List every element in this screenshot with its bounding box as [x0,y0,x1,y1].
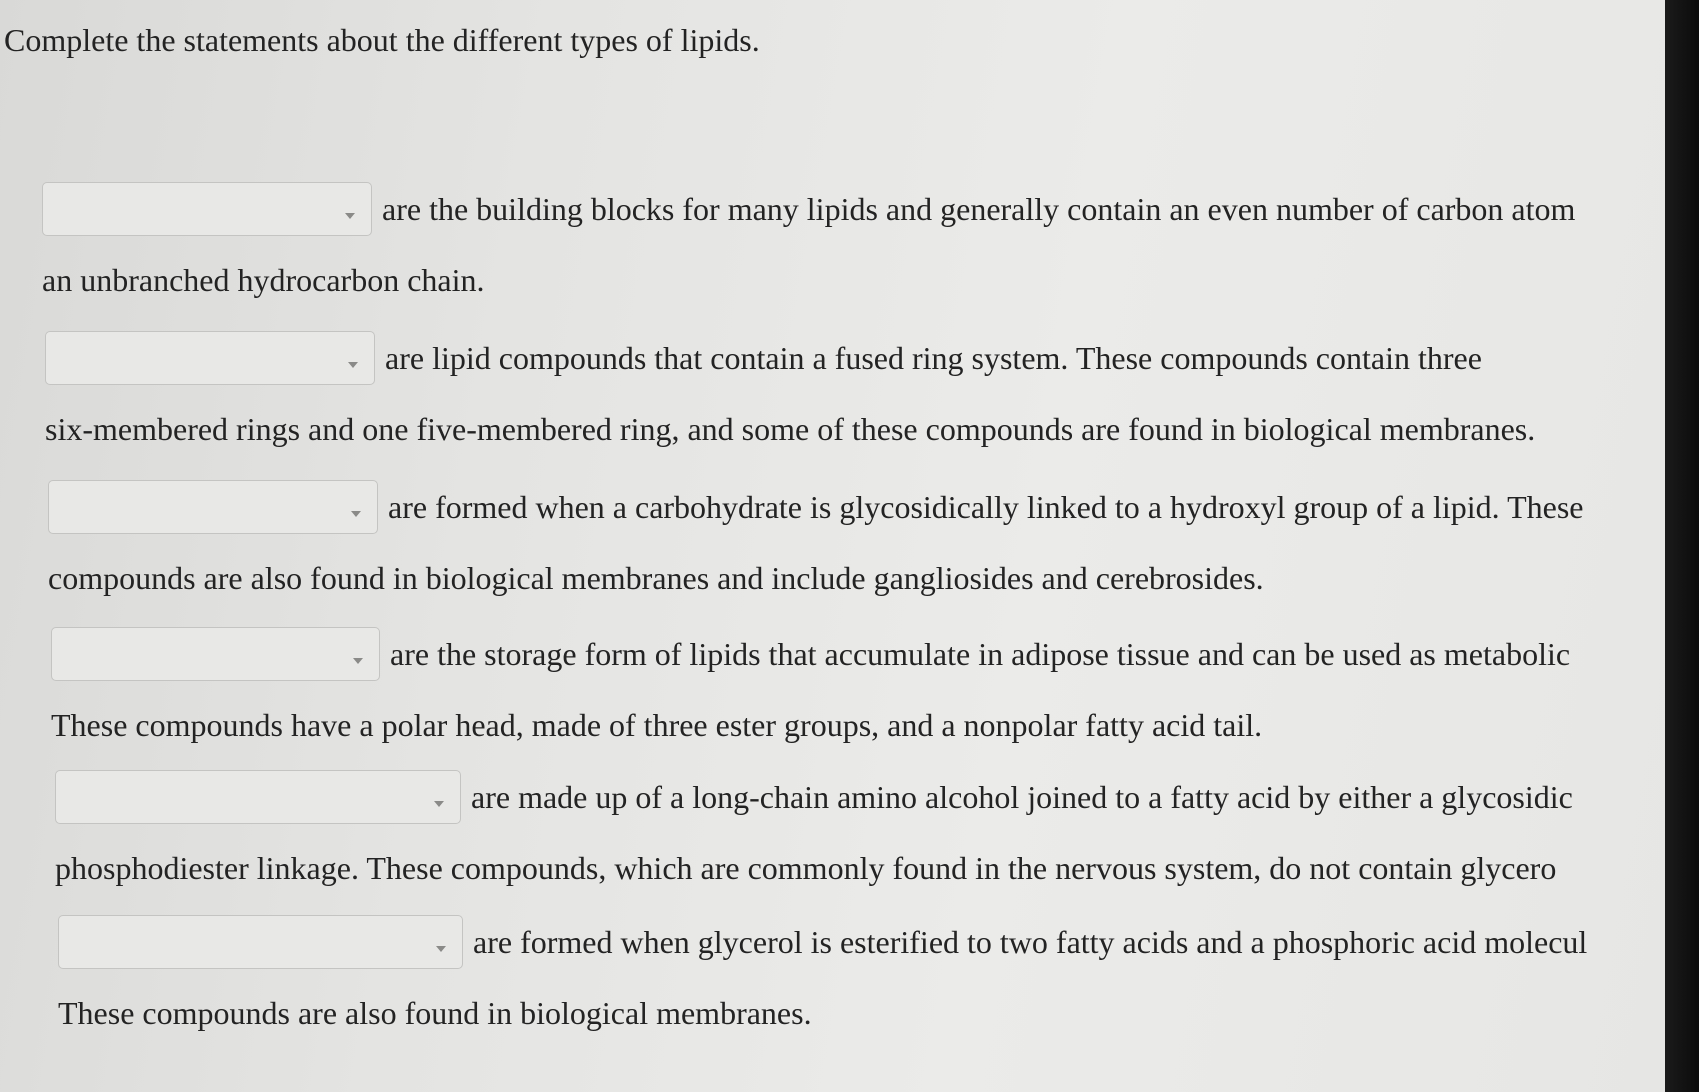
answer-dropdown-6[interactable] [58,915,463,969]
statement-steroids [45,331,1535,449]
statement-text: are made up of a long-chain amino alcohol joined to a fatty acid by either a glycosidic [471,779,1573,815]
statement-continuation: six-membered rings and one five-membered ring, and some of these compounds are found in biological membranes. [45,411,1536,447]
answer-dropdown-3[interactable] [48,480,378,534]
chevron-down-icon [348,362,358,368]
statement-continuation: phosphodiester linkage. These compounds, which are commonly found in the nervous system, do not contain glycero [55,850,1557,886]
statement-sphingolipids [55,770,1573,888]
answer-dropdown-2[interactable] [45,331,375,385]
statement-fatty-acids [42,182,1575,300]
statement-triglycerides [51,627,1570,745]
answer-dropdown-1[interactable] [42,182,372,236]
statement-glycolipids [48,480,1584,598]
statement-text: are the storage form of lipids that accumulate in adipose tissue and can be used as metabolic [390,636,1571,672]
monitor-bezel [1665,0,1699,1092]
statement-continuation: These compounds have a polar head, made of three ester groups, and a nonpolar fatty acid tail. [51,707,1263,743]
statement-text: are the building blocks for many lipids and generally contain an even number of carbon atom [382,191,1576,227]
statement-continuation: These compounds are also found in biological membranes. [58,995,812,1031]
chevron-down-icon [434,801,444,807]
statement-continuation: an unbranched hydrocarbon chain. [42,262,485,298]
statement-phospholipids [58,915,1587,1033]
question-prompt: Complete the statements about the different types of lipids. [4,22,760,58]
chevron-down-icon [436,946,446,952]
chevron-down-icon [351,511,361,517]
answer-dropdown-4[interactable] [51,627,380,681]
statement-continuation: compounds are also found in biological membranes and include gangliosides and cerebrosides. [48,560,1264,596]
answer-dropdown-5[interactable] [55,770,461,824]
chevron-down-icon [353,658,363,664]
chevron-down-icon [345,213,355,219]
statement-text: are formed when glycerol is esterified to two fatty acids and a phosphoric acid molecul [473,924,1588,960]
statement-text: are formed when a carbohydrate is glycosidically linked to a hydroxyl group of a lipid. These [388,489,1584,525]
statement-text: are lipid compounds that contain a fused ring system. These compounds contain three [385,340,1482,376]
